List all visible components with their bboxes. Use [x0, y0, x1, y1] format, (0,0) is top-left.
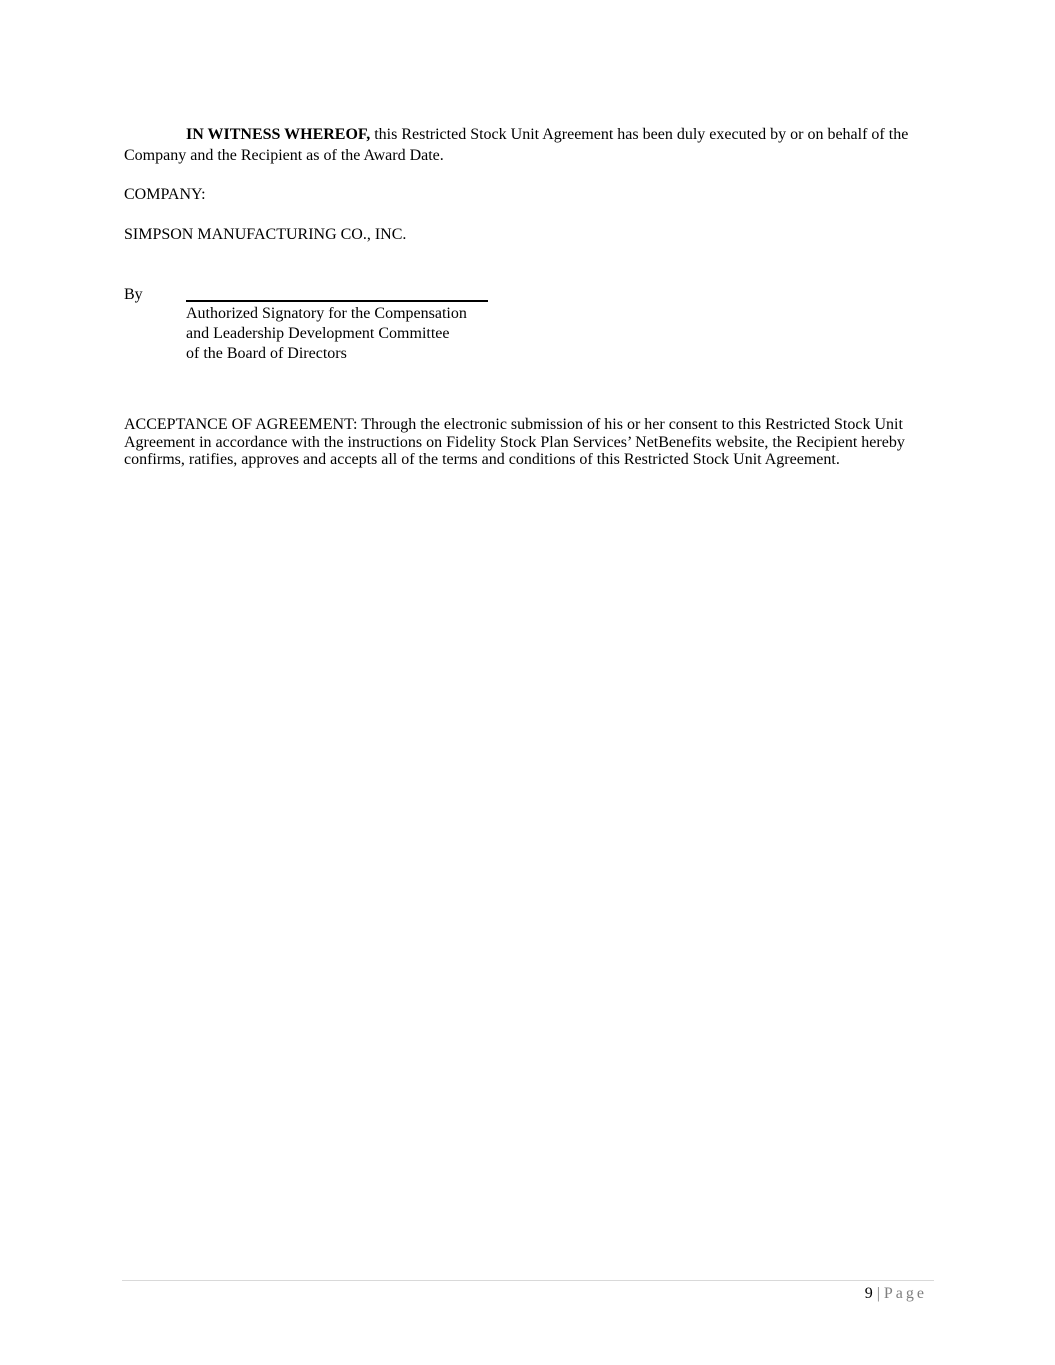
company-label: COMPANY:	[124, 186, 206, 203]
footer-divider	[122, 1280, 934, 1281]
witness-text: this Restricted Stock Unit Agreement has been duly executed by or on behalf of the Company and the Recipient as of the Award Date.	[124, 126, 909, 164]
signatory-title-line-3: of the Board of Directors	[186, 345, 347, 362]
acceptance-paragraph: ACCEPTANCE OF AGREEMENT: Through the electronic submission of his or her consent to this Restricted Stock Unit Agreement in accordance with the instructions on Fidelity Stock Plan Services’ NetBenefits website, the Recipient hereby confirms, ratifies, approves and accepts all of the terms and conditions of this Restricted Stock Unit Agreement.	[124, 416, 905, 468]
signature-line	[186, 300, 488, 302]
page-footer	[865, 1284, 927, 1304]
by-label: By	[124, 286, 143, 303]
company-name: SIMPSON MANUFACTURING CO., INC.	[124, 226, 407, 243]
page-number: 9	[864, 1285, 873, 1302]
signatory-title-line-1: Authorized Signatory for the Compensation	[186, 305, 467, 322]
witness-lead: IN WITNESS WHEREOF,	[186, 126, 371, 143]
signatory-title-line-2: and Leadership Development Committee	[186, 325, 450, 342]
page-label: Page	[883, 1285, 927, 1302]
witness-paragraph	[124, 124, 934, 166]
footer-separator: |	[876, 1285, 880, 1302]
